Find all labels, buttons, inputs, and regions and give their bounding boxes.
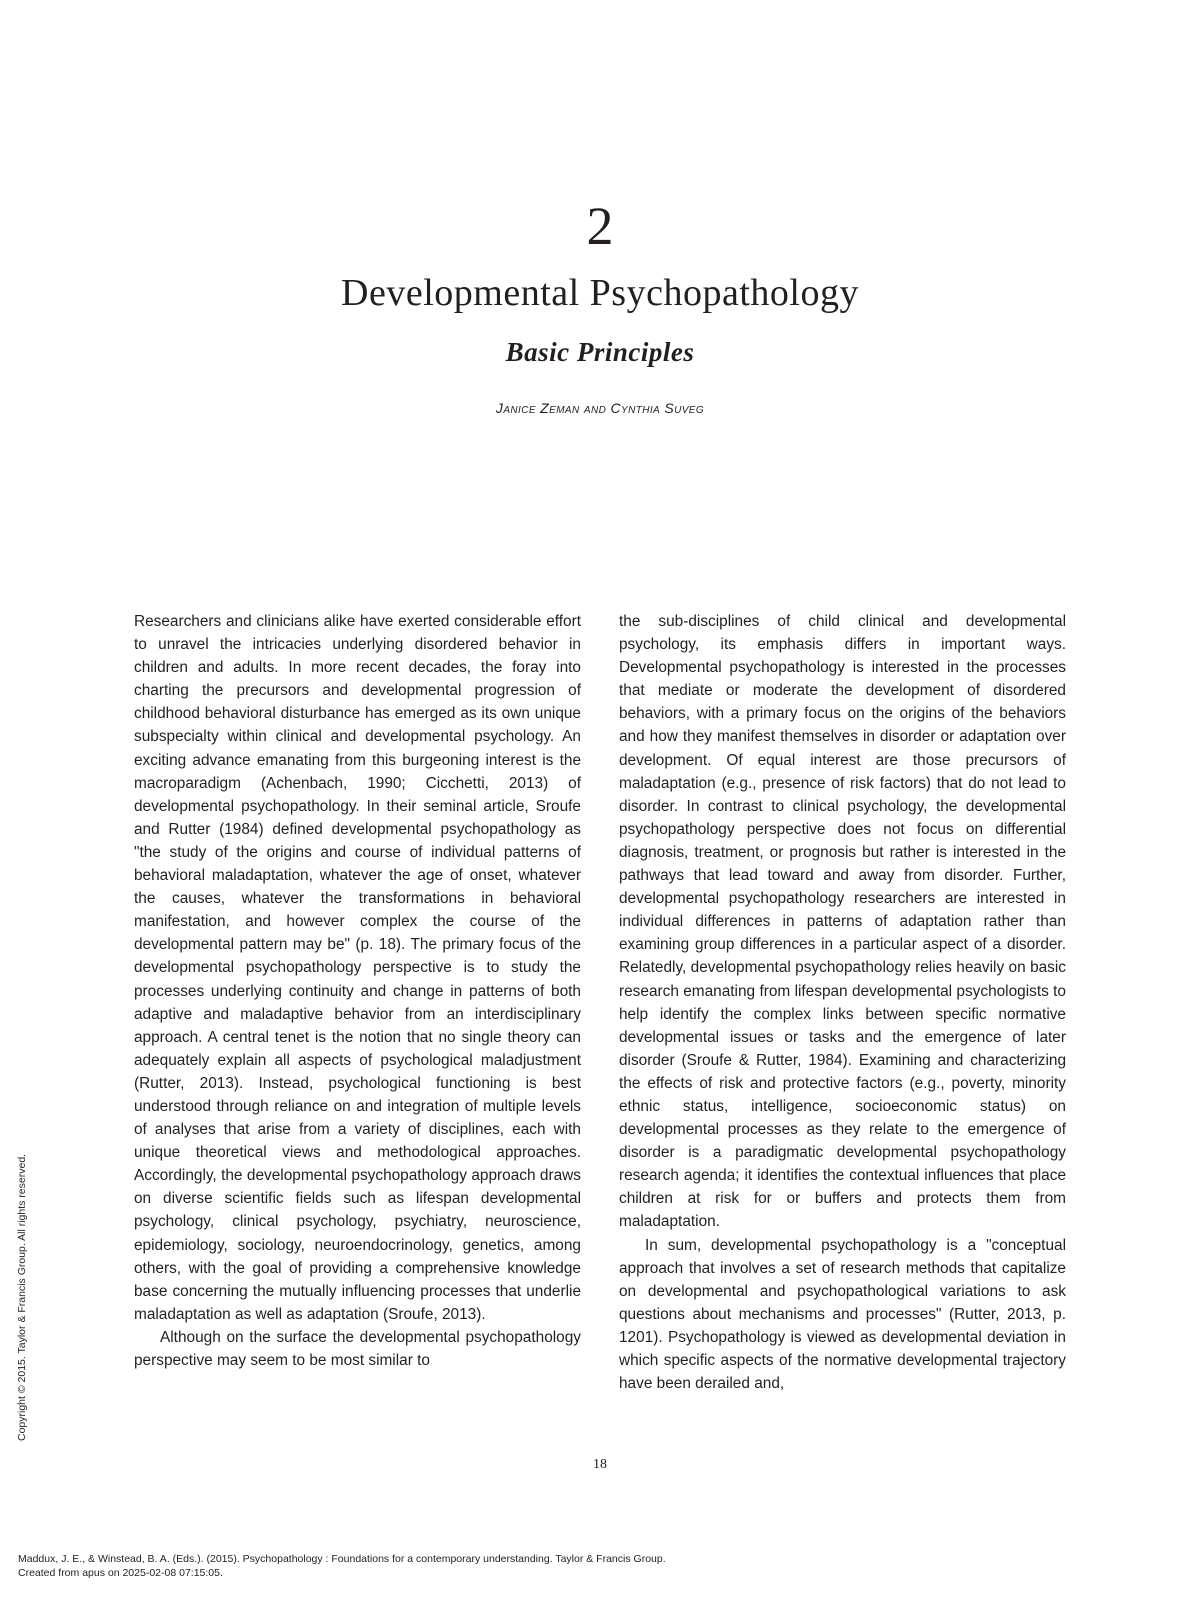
page-number: 18	[593, 1457, 607, 1472]
side-copyright-notice: Copyright © 2015. Taylor & Francis Group. All rights reserved.	[16, 1153, 28, 1441]
chapter-number: 2	[586, 196, 614, 256]
footer-citation: Maddux, J. E., & Winstead, B. A. (Eds.). (2015). Psychopathology : Foundations for a contemporary understanding. Taylor & Francis Group.	[18, 1553, 666, 1565]
chapter-subtitle: Basic Principles	[505, 337, 695, 367]
body-column-left	[134, 610, 581, 1372]
body-paragraph: In sum, developmental psychopathology is a "conceptual approach that involves a set of research methods that capitalize on developmental and psychopathological variations to ask questions about mechanisms and processes" (Rutter, 2013, p. 1201). Psychopathology is viewed as developmental deviation in which specific aspects of the normative developmental trajectory have been derailed and,	[619, 1236, 1066, 1393]
body-paragraph: Although on the surface the developmental psychopathology perspective may seem to be most similar to	[134, 1328, 581, 1369]
body-column-right	[619, 610, 1066, 1395]
chapter-title: Developmental Psychopathology	[341, 272, 859, 314]
footer	[18, 1552, 666, 1580]
chapter-authors: Janice Zeman and Cynthia Suveg	[495, 400, 705, 416]
body-paragraph: Researchers and clinicians alike have exerted considerable effort to unravel the intricacies underlying disordered behavior in children and adults. In more recent decades, the foray into charting the precursors and developmental progression of childhood behavioral disturbance has emerged as its own unique subspecialty within clinical and developmental psychology. An exciting advance emanating from this burgeoning interest is the macroparadigm (Achenbach, 1990; Cicchetti, 2013) of developmental psychopathology. In their seminal article, Sroufe and Rutter (1984) defined developmental psychopathology as "the study of the origins and course of individual patterns of behavioral maladaptation, whatever the age of onset, whatever the causes, whatever the transformations in behavioral manifestation, and however complex the course of the developmental pattern may be" (p. 18). The primary focus of the developmental psychopathology perspective is to study the processes underlying continuity and change in patterns of both adaptive and maladaptive behavior from an interdisciplinary approach. A central tenet is the notion that no single theory can adequately explain all aspects of psychological maladjustment (Rutter, 2013). Instead, psychological functioning is best understood through reliance on and integration of multiple levels of analyses that arise from a variety of disciplines, each with unique theoretical views and methodological approaches. Accordingly, the developmental psychopathology approach draws on diverse scientific fields such as lifespan developmental psychology, clinical psychology, psychiatry, neuroscience, epidemiology, sociology, neuroendocrinology, genetics, among others, with the goal of providing a comprehensive knowledge base concerning the mutually influencing processes that underlie maladaptation as well as adaptation (Sroufe, 2013).	[134, 613, 581, 1323]
footer-created: Created from apus on 2025-02-08 07:15:05.	[18, 1567, 223, 1579]
body-paragraph: the sub-disciplines of child clinical and developmental psychology, its emphasis differs in important ways. Developmental psychopathology is interested in the processes that mediate or moderate the development of disordered behaviors, with a primary focus on the origins of the behaviors and how they manifest themselves in disorder or adaptation over development. Of equal interest are those precursors of maladaptation (e.g., presence of risk factors) that do not lead to disorder. In contrast to clinical psychology, the developmental psychopathology perspective does not focus on differential diagnosis, treatment, or prognosis but rather is interested in the pathways that lead toward and away from disorder. Further, developmental psychopathology researchers are interested in individual differences in patterns of adaptation rather than examining group differences in a particular aspect of a disorder. Relatedly, developmental psychopathology relies heavily on basic research emanating from lifespan developmental psychologists to help identify the complex links between specific normative developmental issues or tasks and the emergence of later disorder (Sroufe & Rutter, 1984). Examining and characterizing the effects of risk and protective factors (e.g., poverty, minority ethnic status, intelligence, socioeconomic status) on developmental processes as they relate to the emergence of disorder is a paradigmatic developmental psychopathology research agenda; it identifies the contextual influences that place children at risk for or buffers and protects them from maladaptation.	[619, 613, 1066, 1231]
